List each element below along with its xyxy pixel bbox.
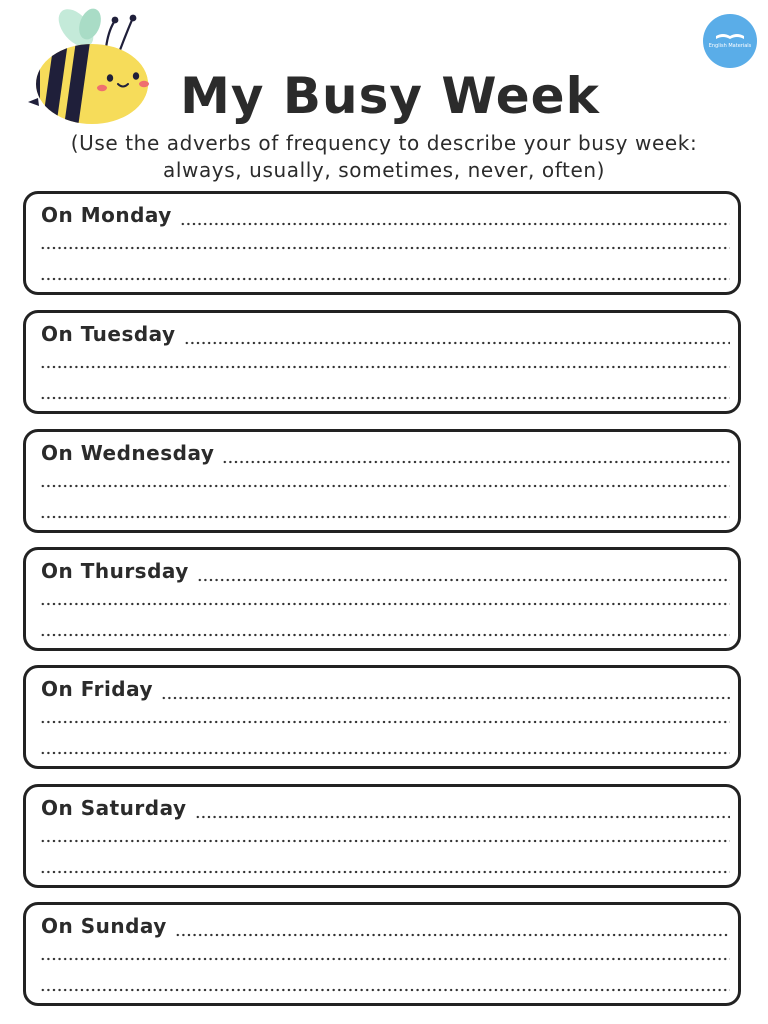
writing-line[interactable]: [40, 514, 730, 520]
logo-text: English Materials: [708, 43, 752, 49]
day-box-sunday: [23, 902, 741, 1006]
writing-line[interactable]: [40, 632, 730, 638]
day-box-friday: [23, 665, 741, 769]
writing-line[interactable]: [40, 395, 730, 401]
day-label: On Thursday: [41, 559, 189, 583]
writing-line[interactable]: [197, 558, 730, 584]
page-title: My Busy Week: [180, 67, 600, 125]
writing-line[interactable]: [40, 869, 730, 875]
writing-line[interactable]: [40, 601, 730, 607]
day-label: On Saturday: [41, 796, 187, 820]
writing-line[interactable]: [40, 364, 730, 370]
day-box-thursday: [23, 547, 741, 651]
writing-line[interactable]: [40, 987, 730, 993]
day-label: On Tuesday: [41, 322, 176, 346]
writing-line[interactable]: [195, 795, 731, 821]
instructions-line-1: (Use the adverbs of frequency to describe your busy week:: [70, 131, 698, 155]
day-label: On Sunday: [41, 914, 167, 938]
writing-line[interactable]: [40, 838, 730, 844]
writing-line[interactable]: [184, 321, 730, 347]
writing-line[interactable]: [161, 676, 730, 702]
day-box-wednesday: [23, 429, 741, 533]
writing-line[interactable]: [40, 956, 730, 962]
day-label: On Friday: [41, 677, 154, 701]
writing-line[interactable]: [40, 719, 730, 725]
day-box-tuesday: [23, 310, 741, 414]
instructions-line-2: always, usually, sometimes, never, often): [162, 158, 606, 182]
writing-line[interactable]: [40, 483, 730, 489]
writing-line[interactable]: [40, 276, 730, 282]
instructions: [0, 130, 768, 184]
day-box-saturday: [23, 784, 741, 888]
day-label: On Wednesday: [41, 441, 215, 465]
writing-line[interactable]: [40, 245, 730, 251]
writing-line[interactable]: [40, 750, 730, 756]
writing-line[interactable]: [180, 202, 730, 228]
writing-line[interactable]: [222, 440, 730, 466]
writing-line[interactable]: [175, 913, 730, 939]
day-label: On Monday: [41, 203, 172, 227]
day-box-monday: [23, 191, 741, 295]
